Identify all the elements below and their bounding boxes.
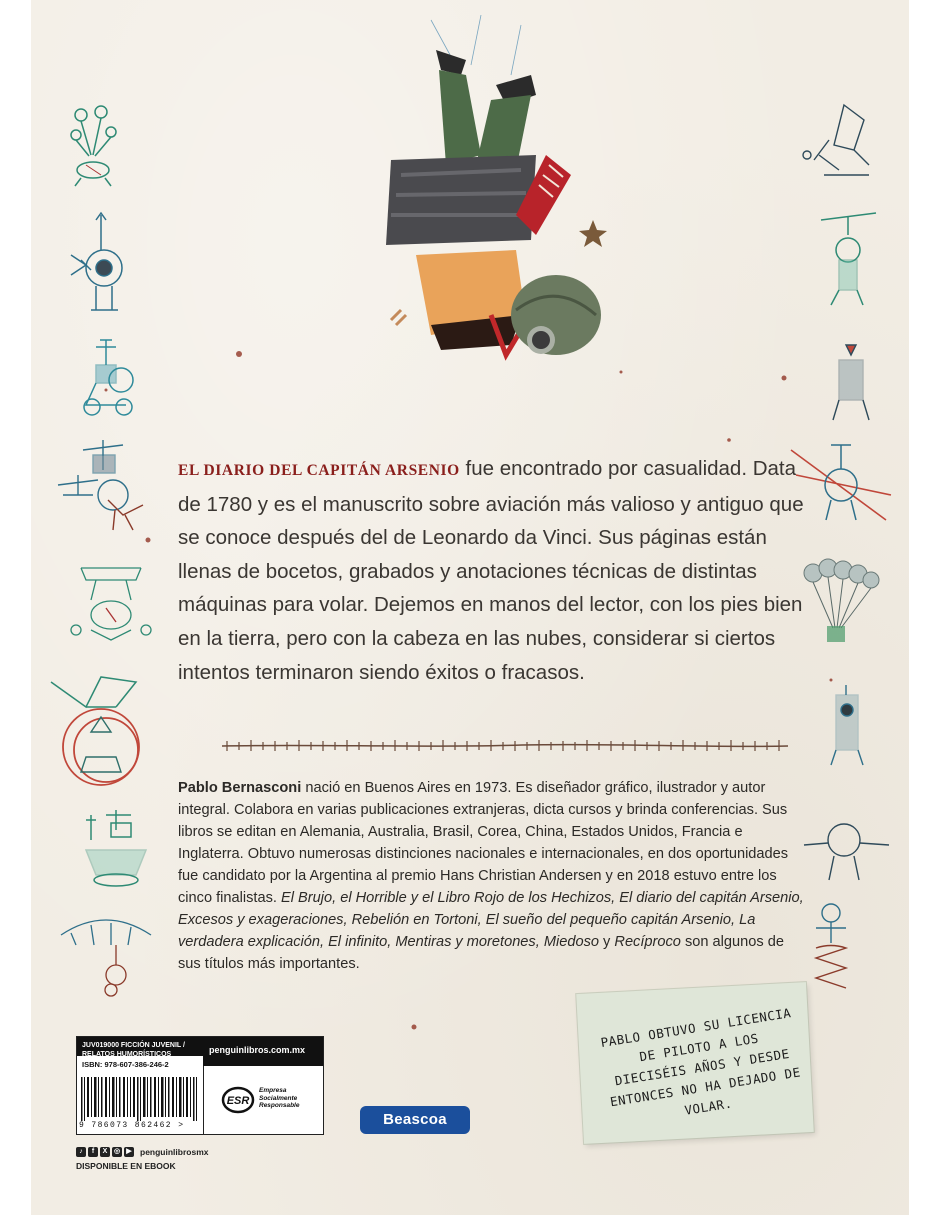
barcode-left-panel [77, 1037, 204, 1134]
esr-logo-icon [221, 1085, 255, 1115]
barcode-digits: 9 786073 862462 > [79, 1121, 185, 1130]
social-handle[interactable]: penguinlibrosmx [140, 1147, 209, 1157]
instagram-icon[interactable]: ◎ [113, 1148, 121, 1155]
youtube-icon[interactable]: ▶ [124, 1147, 134, 1157]
beascoa-logo: Beascoa [360, 1106, 470, 1134]
isbn-text: ISBN: 978-607-386-246-2 [82, 1060, 169, 1069]
facebook-icon[interactable]: f [88, 1147, 98, 1157]
bio-and: y [599, 934, 615, 950]
synopsis-paragraph [178, 452, 808, 689]
tiktok-icon[interactable]: ♪ [76, 1147, 86, 1157]
book-title: EL DIARIO DEL CAPITÁN ARSENIO [178, 462, 460, 479]
esr-logo-text: ESR [226, 1095, 250, 1107]
bio-text-2: son algunos de sus títulos más importantes. [178, 934, 784, 972]
barcode-icon [81, 1077, 199, 1121]
author-name: Pablo Bernasconi [178, 780, 302, 796]
website-label: penguinlibros.com.mx [203, 1037, 323, 1066]
social-links [76, 1147, 208, 1157]
stitch-divider [222, 736, 788, 756]
category-label: JUV019000 FICCIÓN JUVENIL / RELATOS HUMORÍSTICOS [77, 1037, 203, 1056]
barcode-right-panel [203, 1037, 323, 1134]
x-icon[interactable]: X [100, 1147, 110, 1157]
pilot-license-note [576, 982, 814, 1144]
barcode-box [76, 1036, 324, 1135]
author-bio [178, 777, 810, 975]
bio-text-1: nació en Buenos Aires en 1973. Es diseñador gráfico, ilustrador y autor integral. Colabora en varias publicaciones extranjeras, dicta cursos y brinda conferencias. Sus libros se editan en Alemania, Australia, Brasil, Corea, China, Estados Unidos, Francia e Inglaterra. Obtuvo numerosas distinciones nacionales e internacionales, en dos oportunidades fue candidato por la Argentina al premio Hans Christian Andersen y en 2018 estuvo entre los cinco finalistas. [178, 780, 789, 906]
esr-label: Empresa Socialmente Responsable [259, 1087, 300, 1109]
bio-titles-1: El Brujo, el Horrible y el Libro Rojo de los Hechizos, El diario del capitán Arsenio, Excesos y exageraciones, Rebelión en Tortoni, El sueño del pequeño capitán Arsenio, La verdadera explicación, El infinito, Mentiras y moretones, Miedoso [178, 890, 804, 950]
back-cover [31, 0, 909, 1215]
note-text: PABLO OBTUVO SU LICENCIA DE PILOTO A LOS DIECISÉIS AÑOS Y DESDE ENTONCES NO HA DEJADO DE VOLAR. [599, 1005, 802, 1118]
bio-titles-2: Recíproco [614, 934, 681, 950]
synopsis-text: fue encontrado por casualidad. Data de 1780 y es el manuscrito sobre aviación más valioso y antiguo que se conoce después del de Leonardo da Vinci. Sus páginas están llenas de bocetos, grabados y anotaciones técnicas de distintas máquinas para volar. Dejemos en manos del lector, con los pies bien en la tierra, pero con la cabeza en las nubes, considerar si ciertos intentos terminaron siendo éxitos o fracasos. [178, 457, 804, 684]
ebook-availability: DISPONIBLE EN EBOOK [76, 1161, 176, 1171]
